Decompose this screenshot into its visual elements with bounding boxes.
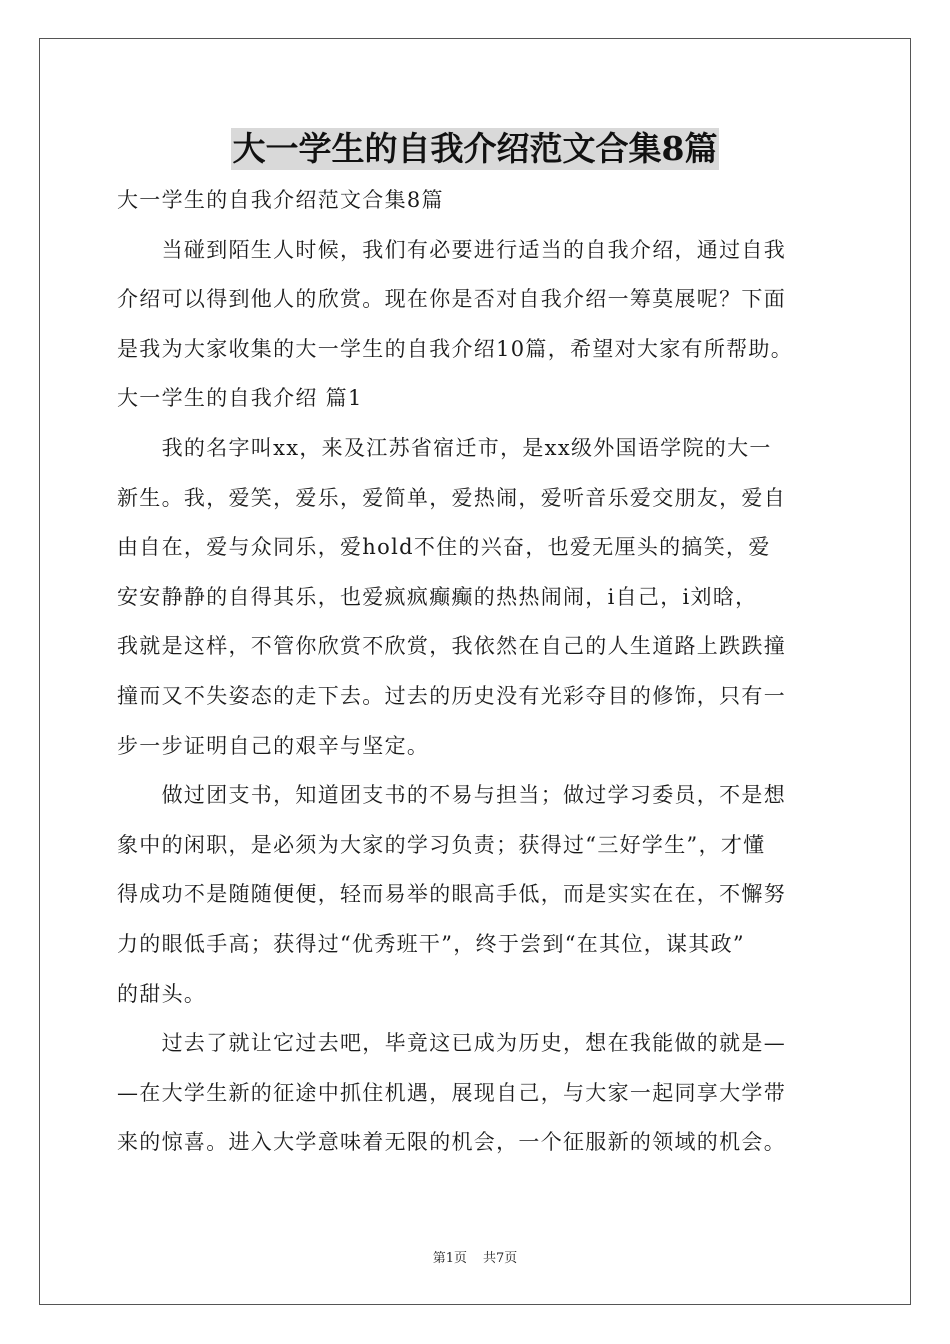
paragraph-line: 过去了就让它过去吧，毕竟这已成为历史，想在我能做的就是— xyxy=(117,1031,786,1056)
paragraph-line: 介绍可以得到他人的欣赏。现在你是否对自我介绍一筹莫展呢？下面 xyxy=(117,287,786,312)
paragraph-line: 我的名字叫xx，来及江苏省宿迁市，是xx级外国语学院的大一 xyxy=(117,435,772,460)
paragraph-line: 的甜头。 xyxy=(117,981,207,1006)
paragraph-line: 象中的闲职，是必须为大家的学习负责；获得过“三好学生”，才懂 xyxy=(117,832,766,857)
paragraph-line: —在大学生新的征途中抓住机遇，展现自己，与大家一起同享大学带 xyxy=(117,1080,786,1105)
page-footer xyxy=(0,1247,950,1266)
document-body xyxy=(117,176,833,1168)
paragraph-line: 由自在，爱与众同乐，爱hold不住的兴奋，也爱无厘头的搞笑，爱 xyxy=(117,535,771,560)
paragraph-line: 安安静静的自得其乐，也爱疯疯癫癫的热热闹闹，i自己，i刘晗， xyxy=(117,584,758,609)
paragraph-line: 步一步证明自己的艰辛与坚定。 xyxy=(117,733,430,758)
paragraph-line: 是我为大家收集的大一学生的自我介绍10篇，希望对大家有所帮助。 xyxy=(117,336,794,361)
paragraph-line: 来的惊喜。进入大学意味着无限的机会，一个征服新的领域的机会。 xyxy=(117,1130,786,1155)
paragraph-line: 得成功不是随随便便，轻而易举的眼高手低，而是实实在在，不懈努 xyxy=(117,882,786,907)
paragraph-line: 力的眼低手高；获得过“优秀班干”，终于尝到“在其位，谋其政” xyxy=(117,931,745,956)
page-number-current: 第1页 xyxy=(432,1251,467,1266)
paragraph-line: 做过团支书，知道团支书的不易与担当；做过学习委员，不是想 xyxy=(117,783,786,808)
paragraph-line: 我就是这样，不管你欣赏不欣赏，我依然在自己的人生道路上跌跌撞 xyxy=(117,634,786,659)
paragraph-line: 撞而又不失姿态的走下去。过去的历史没有光彩夺目的修饰，只有一 xyxy=(117,683,786,708)
title-container xyxy=(0,128,950,170)
document-title: 大一学生的自我介绍范文合集8篇 xyxy=(232,129,718,168)
paragraph-line: 当碰到陌生人时候，我们有必要进行适当的自我介绍，通过自我 xyxy=(117,237,786,262)
paragraph-line: 新生。我，爱笑，爱乐，爱简单，爱热闹，爱听音乐爱交朋友，爱自 xyxy=(117,485,786,510)
page-number-total: 共7页 xyxy=(483,1251,518,1266)
section-heading: 大一学生的自我介绍 篇1 xyxy=(117,386,363,411)
subtitle-line: 大一学生的自我介绍范文合集8篇 xyxy=(117,188,444,212)
